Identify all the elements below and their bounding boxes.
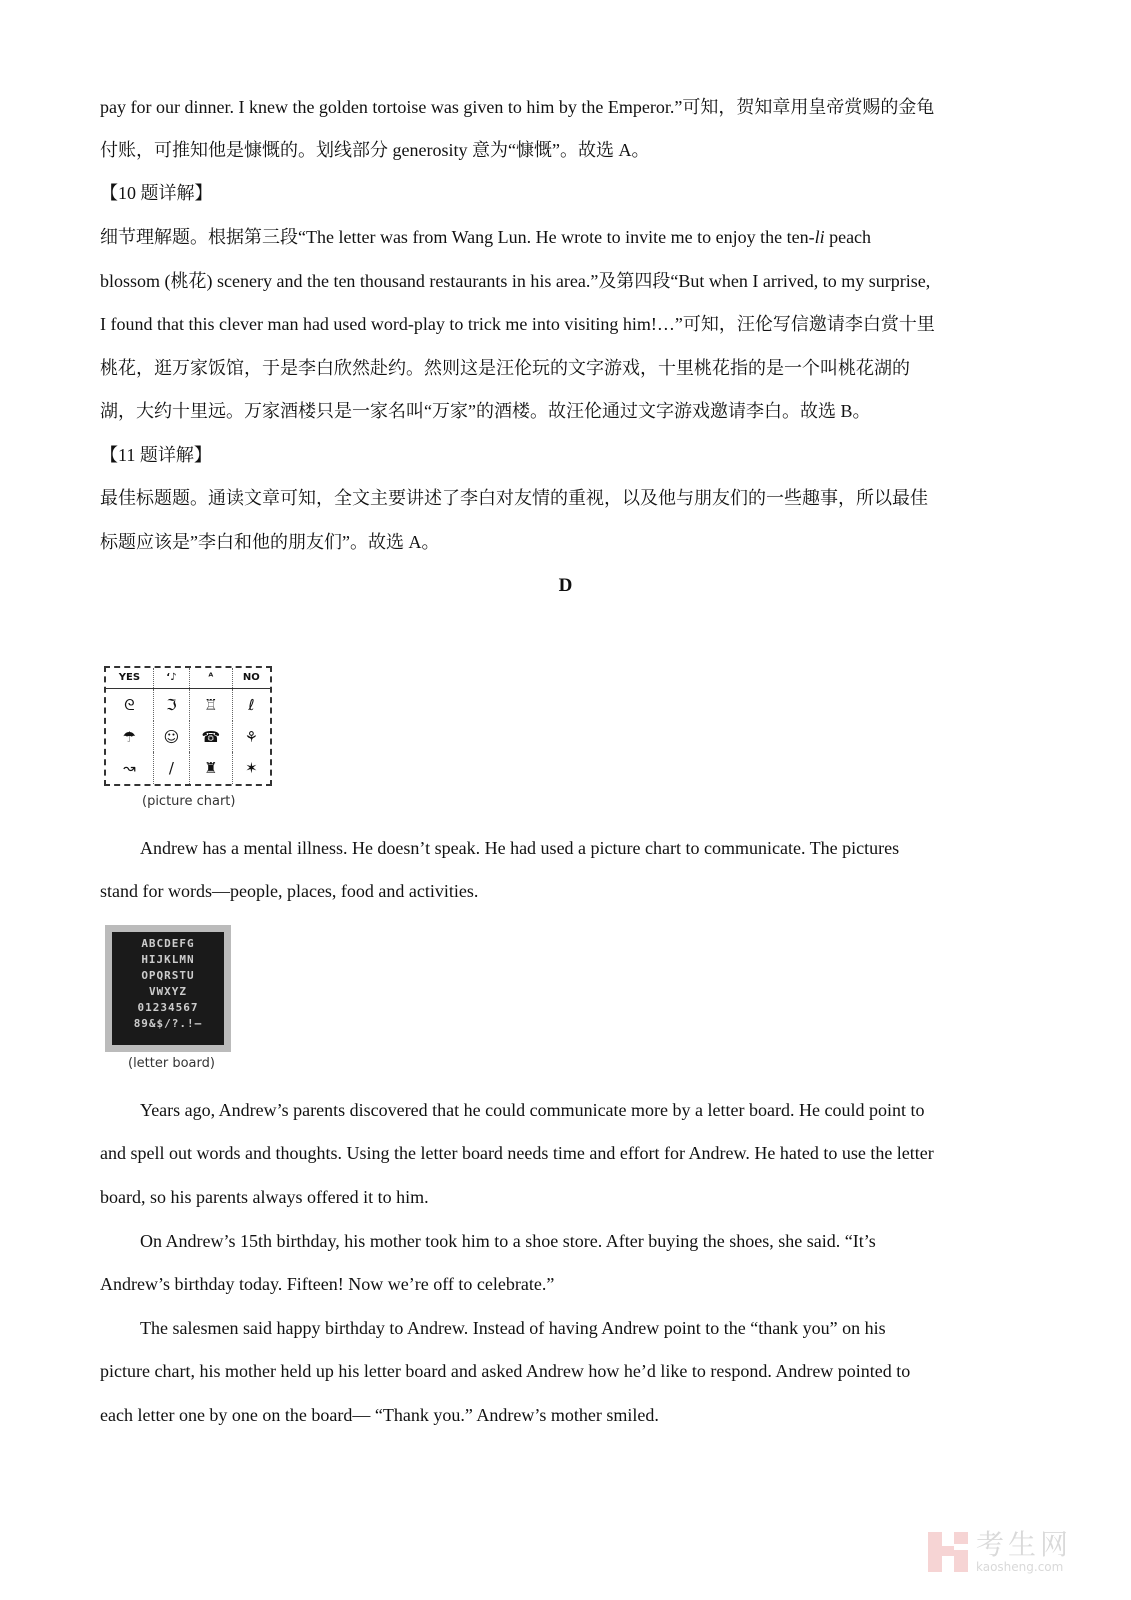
chart-cell: ♖ [189,688,232,721]
picture-chart-caption: (picture chart) [142,794,236,809]
chart-cell-yes: YES [106,668,153,688]
text-segment: 细节理解题。根据第三段“The letter was from Wang Lun. He wrote to invite me to enjoy the ten- [100,227,815,247]
chart-cell: ʻ♪ [153,668,189,688]
board-row: HIJKLMN [141,953,195,966]
text-line: Andrew has a mental illness. He doesn’t speak. He had used a picture chart to communicate. The pictures [140,838,900,858]
text-line: 付账，可推知他是慷慨的。划线部分 generosity 意为“慷慨”。故选 A。 [100,140,650,160]
text-line: The salesmen said happy birthday to Andrew. Instead of having Andrew point to the “thank you” on his [140,1318,886,1338]
chart-cell: ᘓ [124,695,135,714]
watermark [928,1530,1072,1574]
section-heading: D [558,575,573,596]
chart-cell: ♜ [189,752,232,784]
chart-cell: ᴬ [189,668,232,688]
chart-cell: ↝ [123,759,136,778]
text-line: 桃花，逛万家饭馆，于是李白欣然赴约。然则这是汪伦玩的文字游戏，十里桃花指的是一个叫桃花湖的 [100,358,910,378]
text-line: Andrew’s birthday today. Fifteen! Now we’re off to celebrate.” [100,1274,555,1294]
picture-chart-image [104,666,272,786]
watermark-name: 考生网 [976,1528,1073,1561]
letter-board-image [105,925,231,1052]
text-line: 最佳标题题。通读文章可知，全文主要讲述了李白对友情的重视，以及他与朋友们的一些趣事，所以最佳 [100,488,928,508]
question-11-heading: 【11 题详解】 [100,445,212,465]
chart-cell: / [153,752,189,784]
board-row: ABCDEFG [141,937,195,950]
question-10-heading: 【10 题详解】 [100,183,213,203]
text-line: I found that this clever man had used word-play to trick me into visiting him!…”可知，汪伦写信邀请李白赏十里 [100,314,935,334]
board-row: VWXYZ [148,985,188,998]
text-line: On Andrew’s 15th birthday, his mother took him to a shoe store. After buying the shoes, she said. “It’s [140,1231,876,1251]
watermark-logo-icon [928,1532,968,1572]
text-line: picture chart, his mother held up his letter board and asked Andrew how he’d like to respond. Andrew pointed to [100,1361,911,1381]
text-line: board, so his parents always offered it to him. [100,1187,429,1207]
board-row: OPQRSTU [141,969,195,982]
board-row: 89&$/?.!— [133,1017,203,1030]
text-line: pay for our dinner. I knew the golden tortoise was given to him by the Emperor.”可知，贺知章用皇帝赏赐的金龟 [100,97,935,117]
chart-cell: ℑ [153,688,189,721]
text-line: blossom (桃花) scenery and the ten thousand restaurants in his area.”及第四段“But when I arrived, to my surprise, [100,271,931,291]
chart-cell: ✶ [232,752,270,784]
text-segment: peach [824,227,872,247]
text-line: Years ago, Andrew’s parents discovered that he could communicate more by a letter board. He could point to [140,1100,925,1120]
letter-board-caption: (letter board) [128,1056,215,1071]
text-line: each letter one by one on the board— “Thank you.” Andrew’s mother smiled. [100,1405,659,1425]
chart-cell: ☺ [153,721,189,753]
chart-cell: ⚘ [232,721,270,753]
text-line [100,225,871,249]
chart-cell: ☎ [189,721,232,753]
chart-cell: ☂ [122,727,137,746]
board-row: 01234567 [137,1001,199,1014]
text-line: and spell out words and thoughts. Using the letter board needs time and effort for Andrew. He hated to use the letter [100,1143,934,1163]
italic-word: li [814,227,825,247]
watermark-site: kaosheng.com [976,1560,1064,1574]
text-line: 湖，大约十里远。万家酒楼只是一家名叫“万家”的酒楼。故汪伦通过文字游戏邀请李白。故选 B。 [100,401,871,421]
text-line: stand for words—people, places, food and activities. [100,881,479,901]
chart-cell-no: NO [232,668,270,688]
text-line: 标题应该是”李白和他的朋友们”。故选 A。 [100,532,440,552]
chart-cell: ℓ [232,688,270,721]
